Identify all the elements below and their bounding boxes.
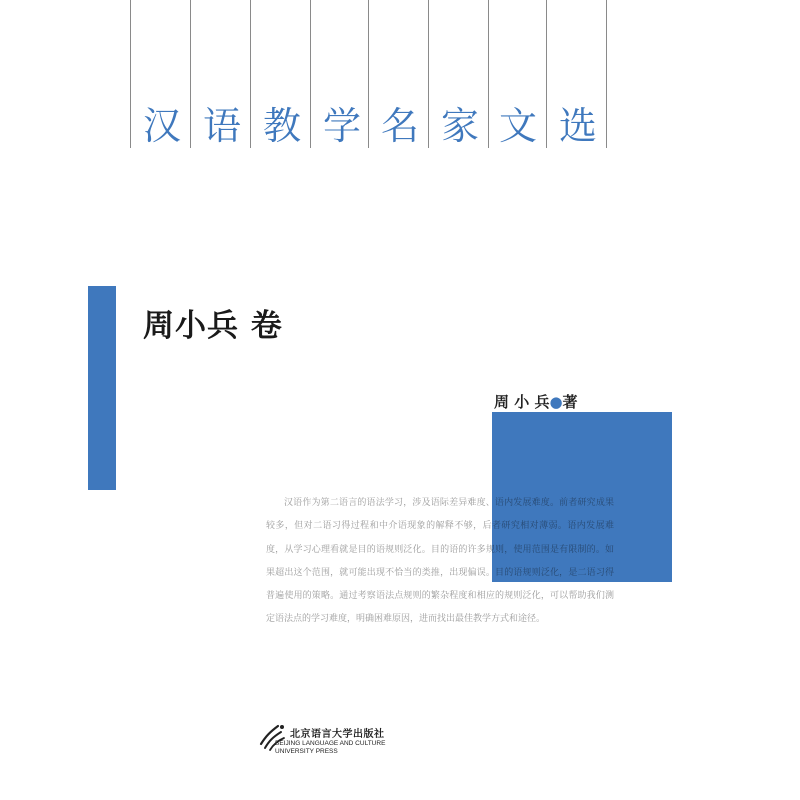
- series-char-7: 文: [498, 104, 537, 148]
- back-blurb: 汉语作为第二语言的语法学习，涉及语际差异难度、语内发展难度。前者研究成果较多，但对二语习得过程和中介语现象的解释不够，后者研究相对薄弱。语内发展难度，从学习心理看就是目的语规则泛化。目的语的许多规则，使用范围是有限制的。如果超出这个范围，就可能出现不恰当的类推，出现偏误。目的语规则泛化，是二语习得普遍使用的策略。通过考察语法点规则的繁杂程度和相应的规则泛化，可以帮助我们测定语法点的学习难度，明确困难原因，进而找出最佳教学方式和途径。: [266, 498, 614, 625]
- author-separator: ●: [549, 393, 563, 411]
- publisher-name-en-line1: BEIJING LANGUAGE AND CULTURE: [275, 740, 386, 747]
- author-line: [494, 391, 578, 412]
- series-title: [140, 100, 610, 152]
- publisher-name-cn: 北京语言大学出版社: [290, 729, 385, 740]
- series-char-5: 名: [380, 104, 419, 148]
- series-char-1: 汉: [142, 104, 181, 148]
- series-char-8: 选: [558, 104, 597, 148]
- series-char-3: 教: [262, 104, 301, 148]
- series-char-6: 家: [440, 104, 479, 148]
- publisher-block: [258, 722, 386, 762]
- publisher-name-en-line2: UNIVERSITY PRESS: [275, 748, 338, 755]
- top-rule-1: [130, 0, 131, 148]
- accent-bar: [88, 286, 116, 490]
- author-name: 周 小 兵: [494, 393, 550, 411]
- book-title: 周小兵 卷: [143, 308, 283, 344]
- series-char-2: 语: [202, 104, 241, 148]
- series-char-4: 学: [322, 104, 361, 148]
- author-role: 著: [562, 393, 578, 411]
